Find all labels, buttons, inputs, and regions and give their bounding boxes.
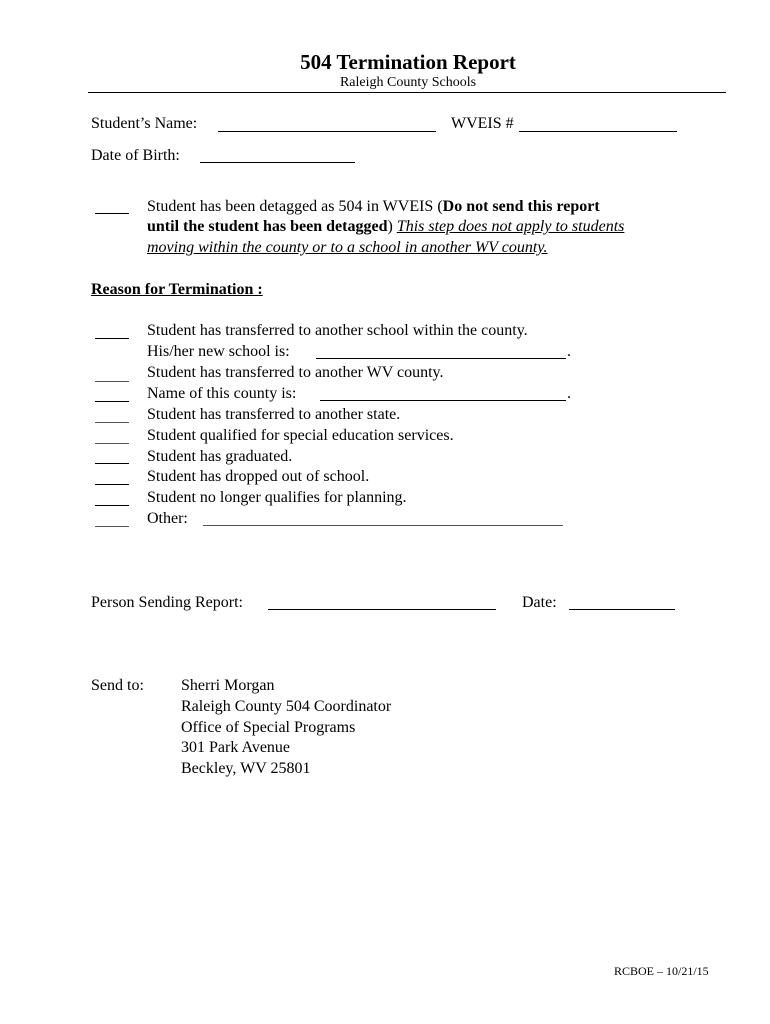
send-to-street: 301 Park Avenue: [181, 739, 291, 756]
detag-note-line: moving within the county or to a school in another WV county.: [147, 239, 548, 256]
other-label: Other:: [147, 510, 188, 527]
county-name-period: .: [567, 385, 571, 402]
page-title: 504 Termination Report: [300, 50, 516, 74]
detag-checkbox[interactable]: [95, 213, 129, 214]
reason-checkbox-transferred-wv[interactable]: [95, 381, 129, 382]
reason-transferred-state: Student has transferred to another state.: [147, 406, 401, 423]
new-school-label: His/her new school is:: [147, 343, 290, 360]
reason-checkbox-graduated[interactable]: [95, 463, 129, 464]
reason-checkbox-no-longer-qualifies[interactable]: [95, 505, 129, 506]
reason-transferred-within-county: Student has transferred to another school within the county.: [147, 322, 528, 339]
header-divider: [88, 92, 726, 93]
send-to-city: Beckley, WV 25801: [181, 760, 311, 777]
county-name-field[interactable]: [320, 400, 566, 401]
reason-graduated: Student has graduated.: [147, 448, 293, 465]
page-subtitle: Raleigh County Schools: [339, 75, 477, 90]
reason-checkbox-other[interactable]: [95, 526, 129, 527]
reason-checkbox-dropped-out[interactable]: [95, 484, 129, 485]
send-to-title: Raleigh County 504 Coordinator: [181, 698, 392, 715]
person-sending-label: Person Sending Report:: [91, 594, 243, 611]
county-name-label: Name of this county is:: [147, 385, 297, 402]
reason-checkbox-transferred-within-county[interactable]: [95, 338, 129, 339]
reason-checkbox-transferred-state[interactable]: [95, 422, 129, 423]
reason-checkbox-special-ed[interactable]: [95, 443, 129, 444]
reason-checkbox-county-name[interactable]: [95, 401, 129, 402]
footer-code: RCBOE – 10/21/15: [614, 964, 709, 978]
wveis-field[interactable]: [519, 131, 677, 132]
student-name-label: Student’s Name:: [91, 115, 198, 132]
send-to-office: Office of Special Programs: [181, 719, 356, 736]
send-to-name: Sherri Morgan: [181, 677, 275, 694]
reason-transferred-wv: Student has transferred to another WV county.: [147, 364, 444, 381]
reason-heading: Reason for Termination :: [91, 281, 263, 298]
person-sending-field[interactable]: [268, 609, 496, 610]
detag-line-2: until the student has been detagged) This step does not apply to students: [147, 218, 625, 235]
date-label: Date:: [522, 594, 557, 611]
new-school-period: .: [567, 343, 571, 360]
wveis-label: WVEIS #: [451, 115, 514, 132]
dob-field[interactable]: [200, 162, 355, 163]
other-field[interactable]: [203, 525, 563, 526]
reason-dropped-out: Student has dropped out of school.: [147, 468, 370, 485]
date-field[interactable]: [569, 609, 675, 610]
reason-no-longer-qualifies: Student no longer qualifies for planning.: [147, 489, 407, 506]
new-school-field[interactable]: [316, 358, 566, 359]
reason-special-ed: Student qualified for special education services.: [147, 427, 454, 444]
student-name-field[interactable]: [218, 131, 436, 132]
detag-line-1: Student has been detagged as 504 in WVEIS (Do not send this report: [147, 198, 600, 215]
send-to-label: Send to:: [91, 677, 144, 694]
dob-label: Date of Birth:: [91, 147, 180, 164]
